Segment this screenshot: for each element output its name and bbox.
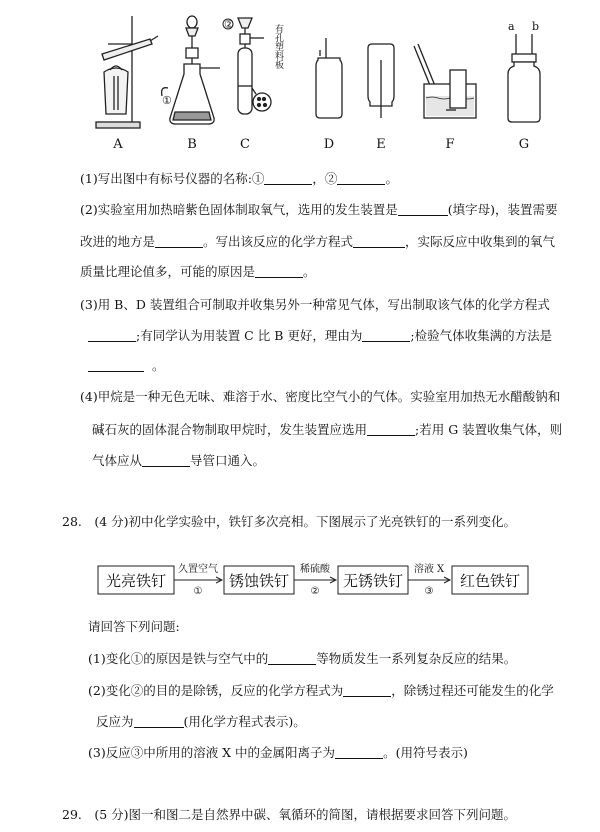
answer-blank[interactable] [335,746,383,759]
q27-text: 碱石灰的固体混合物制取甲烷时，发生装置应选用 [92,422,368,437]
arrow-1-condition: 久置空气 [178,564,218,575]
answer-blank[interactable] [343,684,391,697]
answer-blank[interactable] [88,329,136,342]
flow-box-3-label: 无锈铁钉 [342,572,404,590]
answer-blank[interactable] [353,235,405,248]
q27-part4-line2 [92,421,562,439]
q27-text: 。 [151,358,165,373]
q28-part1 [88,650,516,668]
answer-blank[interactable] [155,235,203,248]
q27-text: ;检验气体收集满的方法是 [410,328,553,343]
answer-blank[interactable] [264,172,312,185]
q28-header: 28. (4 分)初中化学实验中，铁钉多次亮相。下图展示了光亮铁钉的一系列变化。 [62,514,517,529]
flow-box-1-label: 光亮铁钉 [105,572,167,590]
q28-text: (1)变化①的原因是铁与空气中的 [88,651,269,666]
label-c: C [240,137,250,152]
label-g: G [518,137,530,152]
apparatus-f [414,44,476,118]
q27-part2-line1 [80,201,557,219]
q27-part2-line3 [80,263,316,281]
q28-text: 等物质发生一系列复杂反应的结果。 [316,651,517,666]
q28-text: (3)反应③中所用的溶液 X 中的金属阳离子为 [88,745,336,760]
q28-part2-line2 [96,713,306,731]
q27-part1 [80,170,398,188]
apparatus-d [316,38,342,118]
answer-blank[interactable] [367,423,415,436]
q27-text: (4)甲烷是一种无色无味、难溶于水、密度比空气小的气体。实验室用加热无水醋酸钠和 [80,389,561,404]
arrow-2-number: ② [310,586,320,597]
q28-text: 反应为 [96,714,134,729]
q28-text: (2)变化②的目的是除锈，反应的化学方程式为 [88,683,344,698]
answer-blank[interactable] [337,172,385,185]
label-b: B [187,137,197,152]
q27-text: 导管口通入。 [190,453,266,468]
answer-blank[interactable] [398,203,448,216]
q27-part4-line1 [80,388,560,406]
flow-box-4-label: 红色铁钉 [459,572,521,590]
arrow-2-condition: 稀硫酸 [300,564,330,575]
q27-text: ;若用 G 装置收集气体，则 [415,422,563,437]
q28-text: ，除锈过程还可能发生的化学 [391,683,554,698]
label-e: E [376,137,386,152]
label-d: D [323,137,335,152]
q27-text: 质量比理论值多，可能的原因是 [80,264,256,279]
marker-1: ① [162,94,172,107]
tube-b-label: b [532,20,540,33]
q27-text: (填字母)，装置需要 [447,202,558,217]
apparatus-figure [80,14,560,159]
apparatus-c [223,18,271,114]
q28-part2-line1 [88,682,554,700]
answer-blank[interactable] [142,454,190,467]
q28-prompt: 请回答下列问题: [88,619,180,634]
apparatus-a [96,16,158,128]
perforated-plate-label: 有孔塑料板 [273,24,283,69]
q27-part4-line3 [92,452,265,470]
arrow-1-number: ① [193,586,203,597]
q27-text: ，实际反应中收集到的氧气 [405,234,556,249]
q27-text: 气体应从 [92,453,143,468]
q27-text: 。 [303,264,316,279]
marker-2: ② [224,18,234,31]
q27-part2-line2 [80,233,555,251]
label-a: A [113,137,123,152]
iron-nail-flow-diagram [94,548,534,610]
q28-text: (用化学方程式表示)。 [183,714,306,729]
q27-text: ;有同学认为用装置 C 比 B 更好，理由为 [136,328,363,343]
q27-text: (2)实验室用加热暗紫色固体制取氧气，选用的发生装置是 [80,202,398,217]
answer-blank[interactable] [268,652,316,665]
q28-part3 [88,744,468,762]
q27-text: 改进的地方是 [80,234,156,249]
q27-p1-end: 。 [385,171,398,186]
q27-text: 。写出该反应的化学方程式 [203,234,354,249]
arrow-3-condition: 溶液 X [413,564,445,575]
apparatus-e [368,44,394,118]
flow-box-2-label: 锈蚀铁钉 [228,572,290,590]
answer-blank[interactable] [88,359,144,372]
arrow-3-number: ③ [424,586,434,597]
apparatus-g [508,34,540,122]
q29-header: 29. (5 分)图一和图二是自然界中碳、氧循环的简图，请根据要求回答下列问题。 [62,807,517,822]
answer-blank[interactable] [255,265,303,278]
q27-part3-line2 [88,327,552,345]
label-f: F [445,137,455,152]
q27-p1-mid: ，② [312,171,338,186]
answer-blank[interactable] [362,329,410,342]
q27-part3-line1 [80,296,550,314]
tube-a-label: a [508,20,515,33]
apparatus-b [162,16,220,124]
q27-part3-line3 [88,357,164,375]
q27-text: (3)用 B、D 装置组合可制取并收集另外一种常见气体，写出制取该气体的化学方程式 [80,297,550,312]
q27-p1-text: (1)写出图中有标号仪器的名称:① [80,171,265,186]
q28-text: 。(用符号表示) [383,745,468,760]
answer-blank[interactable] [134,715,184,728]
